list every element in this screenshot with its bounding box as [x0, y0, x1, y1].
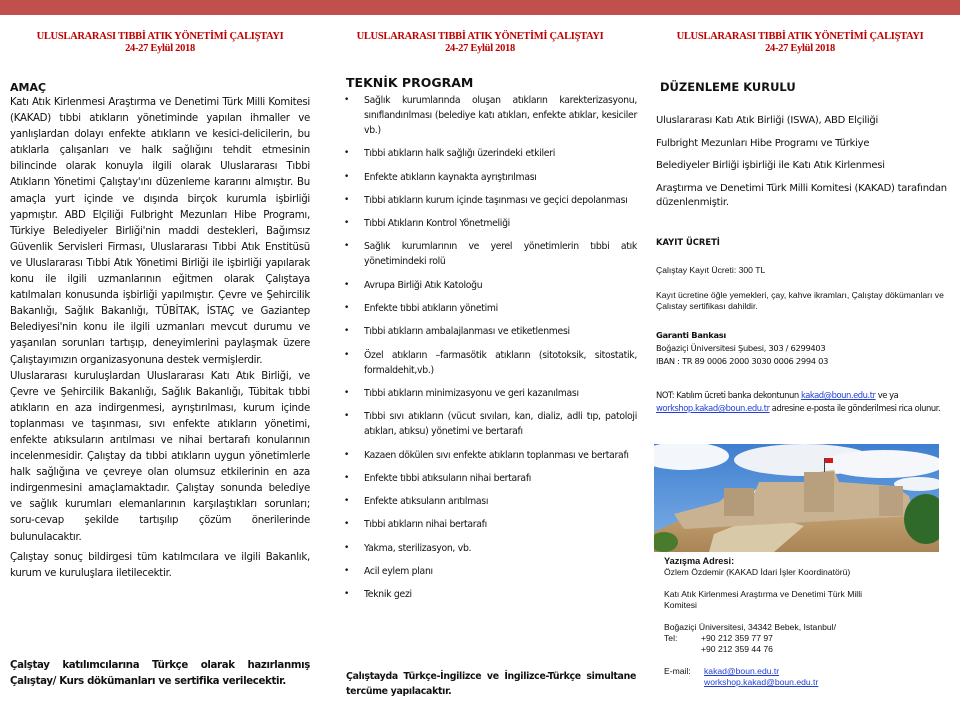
- contact-email-row: [664, 677, 954, 688]
- email-link-workshop[interactable]: workshop.kakad@boun.edu.tr: [656, 403, 770, 414]
- purpose-heading: AMAÇ: [10, 81, 47, 94]
- column-organizing-committee: [640, 15, 960, 720]
- contact-person: Özlem Özdemir (KAKAD İdari İşler Koordinatörü): [664, 567, 851, 577]
- bank-info: [656, 329, 956, 369]
- bullet-icon: •: [344, 194, 350, 205]
- workshop-title: ULUSLARARASI TIBBİ ATIK YÖNETİMİ ÇALIŞTAYI: [676, 31, 924, 42]
- purpose-paragraph-3: Çalıştay sonuç bildirgesi tüm katılmcılara ve ilgili Bakanlık, kurum ve kuruluşlara iletilecektir.: [10, 551, 310, 579]
- phone-label: Tel:: [664, 633, 678, 643]
- contact-org-line: Komitesi: [664, 600, 697, 610]
- contact-email-row: [664, 666, 954, 677]
- program-item: • Tıbbi sıvı atıkların (vücut sıvıları, kan, dializ, adli tıp, patoloji atıkları, atıksu) yönetimi ve bertarafı: [344, 411, 637, 438]
- organizing-text: [656, 114, 956, 210]
- bank-branch: Boğaziçi Üniversitesi Şubesi, 303 / 6299403: [656, 343, 826, 354]
- bullet-icon: •: [344, 95, 350, 105]
- bullet-icon: •: [344, 279, 350, 290]
- certificate-note: Çalştay katılımcılarına Türkçe olarak hazırlanmış Çalıştay/ Kurs dökümanları ve sertifika verilecektir.: [10, 660, 310, 687]
- email-link-kakad[interactable]: kakad@boun.edu.tr: [704, 666, 780, 676]
- registration-includes: Kayıt ücretine öğle yemekleri, çay, kahve ikramları, Çalıştay dökümanları ve Çalıstay sertifikası dahildir.: [656, 290, 944, 311]
- organizing-line: Belediyeler Birliği işbirliği ile Katı Atık Kirlenmesi: [656, 160, 885, 171]
- email-link-workshop[interactable]: workshop.kakad@boun.edu.tr: [704, 677, 819, 687]
- bullet-icon: •: [344, 218, 350, 229]
- program-heading: TEKNİK PROGRAM: [346, 75, 474, 90]
- program-item: • Yakma, sterilizasyon, vb.: [344, 542, 472, 554]
- phone-number: +90 212 359 77 97: [701, 633, 773, 643]
- program-item: • Sağlık kurumlarında oluşan atıkların karekterizasyonu, sınıflandırılması (belediye katı atıkları, enfekte atıklar, kesiciler vb.): [344, 95, 637, 136]
- bullet-icon: •: [344, 148, 350, 159]
- organizing-line: Fulbright Mezunları Hibe Programı ve Türkiye: [656, 137, 870, 149]
- payment-note: NOT: Katılım ücreti banka dekontunun kakad@boun.edu.tr ve ya workshop.kakad@boun.edu.tr adresine e-posta ile gönderilmesi rica olunur.: [656, 390, 941, 414]
- purpose-paragraph-1: Katı Atık Kirlenmesi Araştırma ve Denetimi Türk Milli Komitesi (KAKAD) tıbbi atıkların yönetiminde yapılan ihmaller ve yanlışlardan dolayı enfekte atıkların ve kesici-delicilerin, bu atıklarla çalışanları ve halk sağlığını tehdit etmesinin bilincinde olarak konuyla ilgili olarak Uluslararası Tıbbi Atıkların Yönetimi Çalıştay'ını düzenleme kararını almıştır. Bu amaçla yurt içinde ve dışında birçok kurumla işbirliği yapmıştır. ABD Elçiliği Fulbright Mezunları Hibe Programı, Türkiye Belediyeler Birliği'nin maddi destekleri, Bağımsız Güvenlik Servisleri Firması, Uluslararası Tıbbi Atık Enstitüsü ve Uluslararası Tıbbi Atık Yönetimi Birliği ile işbirliği yapılarak konu ile ilgili uzmanlarının eğitmen olarak Çalıştaya katılmaları konusunda işbirliği yapılmıştır. Çevre ve Şehircilik Bakanlığı, Sağlık Bakanlığı, TÜBİTAK, İSTAÇ ve Gaziantep Belediyesi'nin konu ile ilgili uzmanları mevcut durumu ve yaşanılan sorunları tartışıp, deneyimlerini paylaşmak üzere Çalıştayımızın organizasyonuna destek vermişlerdir.: [10, 97, 310, 366]
- bullet-icon: •: [344, 472, 350, 483]
- bullet-icon: •: [344, 387, 350, 398]
- workshop-title: ULUSLARARASI TIBBİ ATIK YÖNETİMİ ÇALIŞTAYI: [356, 31, 604, 42]
- contact-address: [664, 556, 954, 688]
- program-item: • Enfekte tıbbi atıkların yönetimi: [344, 303, 498, 315]
- workshop-title: ULUSLARARASI TIBBİ ATIK YÖNETİMİ ÇALIŞTAYI: [36, 31, 284, 42]
- bullet-icon: •: [344, 411, 350, 422]
- program-item: • Tıbbi atıkların ambalajlanması ve etiketlenmesi: [344, 326, 570, 338]
- contact-heading: Yazışma Adresi:: [664, 556, 735, 566]
- purpose-paragraph-2: Uluslararası kuruluşlardan Uluslararası Katı Atık Birliği, ve Çevre ve Şehircilik Bakanlığı, Sağlık Bakanlığı, Tübitak tıbbi atıkların en aza indirgenmesi, ayrıştırılması, kurum içinde toplanması ve taşınması, sıvı enfekte atıkların yönetimi, enfekte atıksuların arıtılması ve nihai bertarafı konularının incelenmesidir. Çalıştay da tıbbi atıkların uygun yönetimlerle halk sağlığına ve çevreye olan olumsuz etkilerinin en aza indirgenmesini amaçlamaktadır. Çalıştay sonunda belediye ve sağlık kurumları elemanlarının karşılaştıkları sorunları; soru-cevap şekilde tartışılıp çözüm önerilerinde bulunulacaktır.: [10, 370, 310, 543]
- castle-image-icon: [654, 444, 939, 552]
- column-header: [0, 31, 320, 55]
- column-technical-program: [320, 15, 640, 720]
- contact-phone-row: [664, 644, 954, 655]
- bullet-icon: •: [344, 566, 350, 577]
- program-item: • Acil eylem planı: [344, 566, 433, 578]
- bank-iban: IBAN : TR 89 0006 2000 3030 0006 2994 03: [656, 356, 829, 367]
- program-list: [342, 93, 637, 611]
- email-link-kakad[interactable]: kakad@boun.edu.tr: [800, 390, 876, 400]
- bullet-icon: •: [344, 449, 350, 460]
- bullet-icon: •: [344, 171, 350, 182]
- bullet-icon: •: [344, 542, 350, 553]
- program-item: • Tıbbi atıkların kurum içinde taşınması ve geçici depolanması: [344, 194, 628, 206]
- program-item: • Tıbbi atıkların minimizasyonu ve geri kazanılması: [344, 387, 579, 399]
- bullet-icon: •: [344, 326, 350, 337]
- column-purpose: [0, 15, 320, 720]
- program-item: • Teknik gezi: [344, 589, 412, 601]
- workshop-dates: 24-27 Eylül 2018: [445, 43, 515, 54]
- contact-org-line: Katı Atık Kirlenmesi Araştırma ve Denetimi Türk Milli: [664, 589, 863, 599]
- program-item: • Tıbbi Atıkların Kontrol Yönetmeliği: [344, 218, 510, 230]
- bullet-icon: •: [344, 589, 350, 600]
- bullet-icon: •: [344, 496, 350, 507]
- program-item: • Kazaen dökülen sıvı enfekte atıkların toplanması ve bertarafı: [344, 449, 629, 461]
- registration-heading: KAYIT ÜCRETİ: [656, 237, 720, 247]
- program-item: • Tıbbi atıkların nihai bertarafı: [344, 519, 487, 531]
- column-header: [640, 31, 960, 55]
- program-item: • Enfekte tıbbi atıksuların nihai bertarafı: [344, 472, 532, 484]
- castle-photo: [654, 444, 939, 552]
- top-accent-bar: [0, 0, 960, 15]
- translation-note: Çalıştayda Türkçe-İngilizce ve İngilizce-Türkçe simultane tercüme yapılacaktır.: [346, 671, 636, 697]
- phone-number: +90 212 359 44 76: [701, 644, 773, 654]
- email-label: E-mail:: [664, 666, 691, 676]
- workshop-dates: 24-27 Eylül 2018: [765, 43, 835, 54]
- purpose-body: [10, 95, 310, 582]
- organizing-heading: DÜZENLEME KURULU: [660, 80, 796, 94]
- bullet-icon: •: [344, 519, 350, 530]
- program-item: • Sağlık kurumlarının ve yerel yönetimlerin tıbbi atık yönetimindeki rolü: [344, 241, 637, 268]
- program-item: • Tıbbi atıkların halk sağlığı üzerindeki etkileri: [344, 148, 555, 160]
- contact-street-address: Boğaziçi Üniversitesi, 34342 Bebek, Istanbul/: [664, 622, 836, 632]
- program-item: • Avrupa Birliği Atık Katoloğu: [344, 279, 483, 291]
- workshop-dates: 24-27 Eylül 2018: [125, 43, 195, 54]
- program-item: • Özel atıkların –farmasötik atıkların (sitotoksik, sitostatik, formaldehit,vb.): [344, 349, 637, 376]
- column-header: [320, 31, 640, 55]
- organizing-line: Uluslararası Katı Atık Birliği (ISWA), ABD Elçiliği: [656, 115, 879, 126]
- bank-name: Garanti Bankası: [656, 330, 726, 340]
- program-item: • Enfekte atıksuların arıtılması: [344, 496, 489, 508]
- bullet-icon: •: [344, 241, 350, 252]
- program-item: • Enfekte atıkların kaynakta ayrıştırılması: [344, 171, 537, 183]
- bullet-icon: •: [344, 349, 350, 360]
- bullet-icon: •: [344, 303, 350, 314]
- contact-phone-row: [664, 633, 954, 644]
- organizing-line: Araştırma ve Denetimi Türk Milli Komitesi (KAKAD) tarafından düzenlenmiştir.: [656, 182, 947, 208]
- registration-fee: Çalıştay Kayıt Ücreti: 300 TL: [656, 265, 766, 275]
